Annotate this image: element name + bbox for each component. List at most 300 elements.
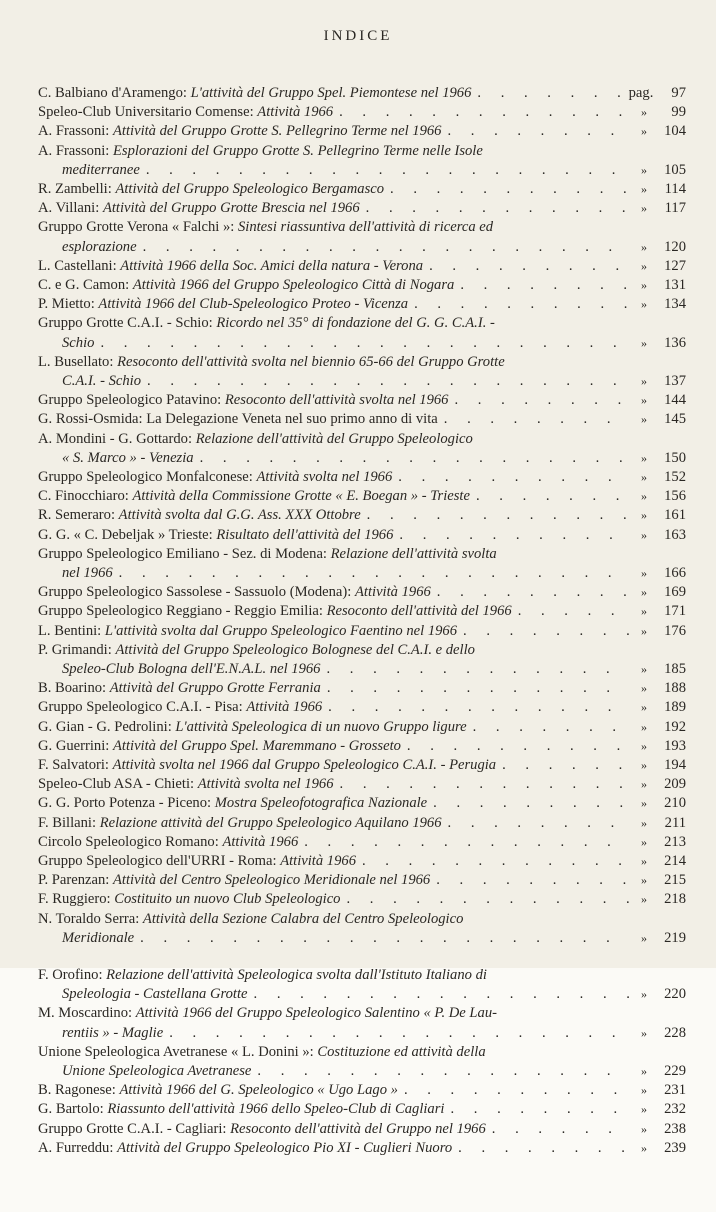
entry-title: Mostra Speleofotografica Nazionale xyxy=(214,795,428,812)
ditto-mark: » xyxy=(641,758,647,772)
entry-title-continued: C.A.I. - Schio xyxy=(62,373,142,389)
dot-leader xyxy=(444,1100,630,1119)
page-number: 144 xyxy=(664,392,686,409)
entry-title-continued: Unione Speleologica Avetranese xyxy=(62,1063,252,1079)
entry-text xyxy=(38,833,298,852)
entry-title-continued: esplorazione xyxy=(62,238,137,255)
entry-author: Gruppo Speleologico C.A.I. - Pisa: xyxy=(38,699,243,716)
ditto-mark: » xyxy=(641,1121,647,1136)
page-number: 218 xyxy=(664,891,686,908)
ditto-mark: » xyxy=(641,796,647,811)
dot-leader xyxy=(471,84,624,103)
page-number: 145 xyxy=(664,411,686,428)
entry-author: A. Mondini - G. Gottardo: xyxy=(38,430,193,447)
page-number: 220 xyxy=(664,986,686,1003)
ditto-mark: » xyxy=(641,470,647,484)
page-number: 192 xyxy=(664,718,686,735)
page-number: 134 xyxy=(664,296,686,313)
entry-text xyxy=(38,1043,486,1062)
ditto-mark: » xyxy=(641,450,647,465)
entry-author: Circolo Speleologico Romano: xyxy=(38,833,219,850)
entry-title: Attività svolta nel 1966 xyxy=(256,469,393,485)
entry-text xyxy=(38,890,340,909)
toc-entry xyxy=(38,487,686,506)
entry-text xyxy=(38,526,393,545)
entry-author: R. Zambelli: xyxy=(38,181,112,197)
entry-text xyxy=(38,103,333,122)
entry-author: A. Furreddu: xyxy=(38,1139,114,1156)
toc-entry xyxy=(38,430,686,468)
ditto-mark: » xyxy=(641,738,647,753)
entry-title: Resoconto dell'attività svolta nel 1966 xyxy=(224,392,449,409)
page-number: 136 xyxy=(664,334,686,351)
toc-entry xyxy=(38,1004,686,1042)
ditto-mark: » xyxy=(641,854,647,868)
entry-author: Gruppo Speleologico Patavino: xyxy=(38,392,222,409)
entry-author: P. Mietto: xyxy=(38,296,95,313)
entry-author: G. G. Porto Potenza - Piceno: xyxy=(38,795,212,812)
toc-entry xyxy=(38,794,686,813)
toc-entry xyxy=(38,218,686,256)
page-number: 161 xyxy=(664,507,686,524)
entry-title-continued: nel 1966 xyxy=(62,565,113,581)
entry-text xyxy=(38,1100,444,1119)
page-number: 215 xyxy=(664,872,686,889)
entry-author: Unione Speleologica Avetranese « L. Donini »: xyxy=(38,1043,314,1060)
toc-entry xyxy=(38,814,686,833)
entry-title-continued: mediterranee xyxy=(62,161,140,178)
entry-author: C. Balbiano d'Aramengo: xyxy=(38,85,187,101)
page-number: 239 xyxy=(664,1139,686,1156)
toc-entry xyxy=(38,910,686,948)
entry-author: G. Rossi-Osmida: La Delegazione Veneta nel suo primo anno di vita xyxy=(38,411,438,428)
dot-leader xyxy=(496,756,630,775)
page-number: 185 xyxy=(664,661,686,677)
entry-text xyxy=(38,1081,398,1100)
entry-author: A. Villani: xyxy=(38,200,100,217)
entry-text xyxy=(38,410,438,429)
entry-title-continued: Schio xyxy=(62,334,95,351)
entry-text xyxy=(38,487,470,506)
entry-author: Speleo-Club Universitario Comense: xyxy=(38,104,254,121)
entry-author: C. Finocchiaro: xyxy=(38,488,129,505)
entry-title: Attività 1966 xyxy=(280,853,356,869)
toc-entry xyxy=(38,622,686,641)
toc-entry xyxy=(38,314,686,352)
toc-entry xyxy=(38,506,686,525)
entry-title: Attività del Gruppo Speleologico Pio XI - Cuglieri Nuoro xyxy=(117,1139,453,1156)
entry-author: G. Bartolo: xyxy=(38,1101,104,1118)
entry-text xyxy=(38,641,475,660)
entry-title: Resoconto dell'attività svolta nel biennio 65-66 del Gruppo Grotte xyxy=(117,353,505,370)
page-number: 114 xyxy=(664,181,686,197)
page-number: 209 xyxy=(664,776,686,793)
toc-entry xyxy=(38,890,686,909)
entry-title: Attività del Gruppo Grotte Ferrania xyxy=(109,680,321,697)
entry-text xyxy=(38,122,441,141)
dot-leader xyxy=(360,199,630,218)
entry-author: F. Orofino: xyxy=(38,967,103,983)
ditto-mark: » xyxy=(641,681,647,696)
entry-text xyxy=(38,218,493,237)
ditto-mark: » xyxy=(641,239,647,254)
dot-leader xyxy=(467,718,630,737)
ditto-mark: » xyxy=(641,412,647,427)
entry-title: Attività svolta nel 1966 xyxy=(197,776,334,793)
entry-author: Gruppo Grotte C.A.I. - Schio: xyxy=(38,315,213,332)
entry-title: Resoconto dell'attività del Gruppo nel 1966 xyxy=(230,1120,486,1137)
ditto-mark: » xyxy=(641,777,647,792)
entry-author: F. Billani: xyxy=(38,814,97,831)
page-number: 156 xyxy=(664,488,686,505)
toc-entry xyxy=(38,410,686,429)
page-number: 163 xyxy=(664,526,686,543)
entry-title-continued: rentiis » - Maglie xyxy=(62,1024,164,1041)
entry-title-continued: « S. Marco » - Venezia xyxy=(62,449,194,466)
entry-title: Esplorazioni del Gruppo Grotte S. Pellegrino Terme nelle Isole xyxy=(113,142,483,159)
toc-entry xyxy=(38,698,686,717)
dot-leader xyxy=(322,698,630,717)
page-number: 194 xyxy=(664,757,686,773)
ditto-mark: » xyxy=(641,374,647,388)
ditto-mark: » xyxy=(641,604,647,619)
toc-entry xyxy=(38,1043,686,1081)
entry-text xyxy=(38,180,384,199)
entry-author: F. Ruggiero: xyxy=(38,891,111,908)
ditto-mark: » xyxy=(641,508,647,523)
page-number: 127 xyxy=(664,257,686,274)
entry-title: L'attività svolta dal Gruppo Speleologico Faentino nel 1966 xyxy=(104,622,458,639)
toc-entry xyxy=(38,276,686,295)
entry-title: Attività del Gruppo Grotte S. Pellegrino Terme nel 1966 xyxy=(113,123,442,140)
entry-text xyxy=(38,391,448,410)
page-number: 238 xyxy=(664,1120,686,1137)
dot-leader xyxy=(361,506,630,525)
dot-leader xyxy=(486,1120,630,1139)
entry-author: L. Bentini: xyxy=(38,622,102,639)
toc-entry xyxy=(38,391,686,410)
toc-entry xyxy=(38,871,686,890)
entry-title: Attività del Gruppo Spel. Maremmano - Grosseto xyxy=(113,737,401,754)
page-number: 219 xyxy=(664,929,686,946)
entry-title: Attività 1966 del Club-Speleologico Proteo - Vicenza xyxy=(98,296,409,313)
page-number: 211 xyxy=(664,814,686,831)
ditto-mark: » xyxy=(641,815,647,830)
entry-author: C. e G. Camon: xyxy=(38,277,130,293)
ditto-mark: » xyxy=(641,662,647,676)
entry-text xyxy=(38,142,483,161)
entry-title: Attività 1966 della Soc. Amici della natura - Verona xyxy=(120,257,424,274)
toc-entry xyxy=(38,353,686,391)
ditto-mark: » xyxy=(641,892,647,907)
page-number: 176 xyxy=(664,622,686,639)
ditto-mark: » xyxy=(641,297,647,312)
entry-text xyxy=(38,737,401,756)
entry-title: Costituzione ed attività della xyxy=(317,1043,486,1060)
page-number: 117 xyxy=(664,200,686,217)
page-number: 232 xyxy=(664,1101,686,1118)
dot-leader xyxy=(438,410,630,429)
page-number: 213 xyxy=(664,833,686,850)
page-number: 193 xyxy=(664,737,686,754)
entry-text xyxy=(38,622,457,641)
page-number: 210 xyxy=(664,795,686,812)
dot-leader xyxy=(384,180,630,199)
dot-leader xyxy=(470,487,630,506)
entry-text xyxy=(38,84,471,103)
entry-title: Attività della Commissione Grotte « E. Boegan » - Trieste xyxy=(132,488,470,505)
dot-leader xyxy=(423,257,630,276)
ditto-mark: » xyxy=(641,1140,647,1155)
ditto-mark: » xyxy=(641,278,647,292)
entry-text xyxy=(38,545,497,564)
dot-leader xyxy=(448,391,630,410)
ditto-mark: » xyxy=(641,930,647,945)
ditto-mark: » xyxy=(641,393,647,408)
entry-author: P. Grimandi: xyxy=(38,641,112,658)
entry-author: Gruppo Grotte C.A.I. - Cagliari: xyxy=(38,1120,227,1137)
dot-leader xyxy=(334,775,630,794)
entry-title: Attività 1966 xyxy=(354,584,431,601)
dot-leader xyxy=(248,985,630,1004)
toc-entry xyxy=(38,1100,686,1119)
entry-text xyxy=(38,430,473,449)
page-number: 166 xyxy=(664,565,686,581)
dot-leader xyxy=(442,814,630,833)
entry-author: Gruppo Speleologico Emiliano - Sez. di Modena: xyxy=(38,545,327,562)
entry-title: Attività del Gruppo Grotte Brescia nel 1966 xyxy=(102,200,360,217)
entry-text xyxy=(38,1139,452,1158)
dot-leader xyxy=(356,852,630,871)
page-number: 214 xyxy=(664,853,686,869)
entry-text xyxy=(38,506,361,525)
ditto-mark: » xyxy=(641,585,647,600)
dot-leader xyxy=(141,372,630,391)
toc-entry xyxy=(38,602,686,621)
entry-text xyxy=(38,698,322,717)
page-number: 171 xyxy=(664,603,686,620)
entry-author: Gruppo Grotte Verona « Falchi »: xyxy=(38,219,235,236)
dot-leader xyxy=(251,1062,630,1081)
entry-text xyxy=(38,794,427,813)
entry-text xyxy=(38,276,454,295)
dot-leader xyxy=(427,794,630,813)
page-number: 169 xyxy=(664,584,686,601)
ditto-mark: » xyxy=(641,201,647,216)
entry-text xyxy=(38,314,495,333)
toc-entry xyxy=(38,545,686,583)
toc-entry xyxy=(38,679,686,698)
dot-leader xyxy=(430,871,630,890)
page-label: pag. xyxy=(628,85,654,101)
page-number: 120 xyxy=(664,238,686,255)
entry-title: Attività 1966 del G. Speleologico « Ugo Lago » xyxy=(119,1082,398,1099)
entry-title: Attività 1966 xyxy=(222,833,299,850)
entry-title-continued: Speleologia - Castellana Grotte xyxy=(62,986,248,1003)
entry-title: Attività del Centro Speleologico Meridionale nel 1966 xyxy=(113,872,431,889)
toc-entry xyxy=(38,583,686,602)
entry-title: Relazione dell'attività del Gruppo Speleologico xyxy=(195,430,473,447)
entry-text xyxy=(38,966,487,985)
page-number: 231 xyxy=(664,1082,686,1099)
entry-author: P. Parenzan: xyxy=(38,872,110,889)
entry-text xyxy=(38,679,321,698)
page-number: 189 xyxy=(664,699,686,716)
page-number: 137 xyxy=(664,373,686,389)
entry-title: Attività 1966 xyxy=(257,104,334,121)
dot-leader xyxy=(134,929,630,948)
entry-author: Speleo-Club ASA - Chieti: xyxy=(38,776,195,793)
dot-leader xyxy=(401,737,630,756)
entry-title: Attività svolta nel 1966 dal Gruppo Speleologico C.A.I. - Perugia xyxy=(112,757,497,773)
toc-entry xyxy=(38,775,686,794)
entry-title: Attività 1966 del Gruppo Speleologico Salentino « P. De Lau- xyxy=(135,1005,497,1022)
entry-text xyxy=(38,1004,497,1023)
toc-entry xyxy=(38,526,686,545)
page-number: 131 xyxy=(664,277,686,293)
entry-author: F. Salvatori: xyxy=(38,757,109,773)
page-number: 105 xyxy=(664,161,686,178)
dot-leader xyxy=(457,622,630,641)
entry-title: Riassunto dell'attività 1966 dello Speleo-Club di Cagliari xyxy=(107,1101,445,1118)
entry-text xyxy=(38,353,505,372)
entry-author: B. Boarino: xyxy=(38,680,107,697)
entry-author: A. Frassoni: xyxy=(38,142,110,159)
entry-text xyxy=(38,468,392,487)
entry-title: Sintesi riassuntiva dell'attività di ricerca ed xyxy=(237,219,494,236)
page-number: 229 xyxy=(664,1063,686,1079)
entry-title: Resoconto dell'attività del 1966 xyxy=(326,603,512,620)
dot-leader xyxy=(340,890,630,909)
entry-title: Ricordo nel 35° di fondazione del G. G. C.A.I. - xyxy=(216,315,495,332)
entry-title: L'attività del Gruppo Spel. Piemontese nel 1966 xyxy=(190,85,472,101)
dot-leader xyxy=(393,526,630,545)
entry-text xyxy=(38,756,496,775)
ditto-mark: » xyxy=(641,124,647,139)
dot-leader xyxy=(140,161,630,180)
dot-leader xyxy=(113,564,630,583)
ditto-mark: » xyxy=(641,527,647,542)
page-title: INDICE xyxy=(323,28,393,44)
entry-author: Gruppo Speleologico Sassolese - Sassuolo (Modena): xyxy=(38,584,352,601)
entry-text xyxy=(38,602,512,621)
ditto-mark: » xyxy=(641,719,647,734)
ditto-mark: » xyxy=(641,987,647,1002)
page-number: 97 xyxy=(671,85,686,101)
toc-entry xyxy=(38,180,686,199)
entry-title: L'attività Speleologica di un nuovo Gruppo ligure xyxy=(175,718,467,735)
entry-text xyxy=(38,852,356,871)
entry-author: G. Guerrini: xyxy=(38,737,110,754)
ditto-mark: » xyxy=(641,1083,647,1098)
page-number: 228 xyxy=(664,1024,686,1041)
entry-title: Relazione dell'attività svolta xyxy=(330,545,497,562)
entry-text xyxy=(38,910,463,929)
dot-leader xyxy=(454,276,630,295)
entry-title: Attività 1966 xyxy=(246,699,323,716)
dot-leader xyxy=(398,1081,630,1100)
entry-author: N. Toraldo Serra: xyxy=(38,910,140,927)
entry-title: Attività 1966 del Gruppo Speleologico Città di Nogara xyxy=(132,277,455,293)
entry-text xyxy=(38,814,442,833)
dot-leader xyxy=(321,679,630,698)
entry-title: Attività del Gruppo Speleologico Bergamasco xyxy=(115,181,385,197)
dot-leader xyxy=(163,1024,630,1043)
entry-title: Costituito un nuovo Club Speleologico xyxy=(114,891,341,908)
entry-title: Risultato dell'attività del 1966 xyxy=(216,526,394,543)
ditto-mark: » xyxy=(641,182,647,196)
page-number: 104 xyxy=(664,123,686,140)
toc-entry xyxy=(38,468,686,487)
entry-text xyxy=(38,718,467,737)
dot-leader xyxy=(194,449,630,468)
entry-text xyxy=(38,871,430,890)
ditto-mark: » xyxy=(641,335,647,350)
dot-leader xyxy=(94,334,630,353)
dot-leader xyxy=(441,122,630,141)
ditto-mark: » xyxy=(641,566,647,580)
toc-entry xyxy=(38,1081,686,1100)
entry-author: R. Semeraro: xyxy=(38,507,116,524)
toc-entry xyxy=(38,756,686,775)
entry-title-continued: Speleo-Club Bologna dell'E.N.A.L. nel 1966 xyxy=(62,661,321,677)
entry-author: G. Gian - G. Pedrolini: xyxy=(38,718,172,735)
entry-title-continued: Meridionale xyxy=(62,929,135,946)
entry-author: M. Moscardino: xyxy=(38,1005,133,1022)
entry-text xyxy=(38,199,360,218)
toc-entry xyxy=(38,142,686,180)
toc-entry xyxy=(38,1139,686,1158)
entry-text xyxy=(38,775,334,794)
toc-entry xyxy=(38,833,686,852)
entry-author: A. Frassoni: xyxy=(38,123,110,140)
page-number: 150 xyxy=(664,449,686,466)
dot-leader xyxy=(512,602,630,621)
entry-text xyxy=(38,1120,486,1139)
entry-title: Attività svolta dal G.G. Ass. XXX Ottobre xyxy=(118,507,361,524)
ditto-mark: » xyxy=(641,1025,647,1040)
ditto-mark: » xyxy=(641,834,647,849)
dot-leader xyxy=(333,103,630,122)
dot-leader xyxy=(408,295,630,314)
entry-author: Gruppo Speleologico Reggiano - Reggio Emilia: xyxy=(38,603,323,620)
toc-entry xyxy=(38,966,686,1004)
toc-entry xyxy=(38,1120,686,1139)
toc-entry xyxy=(38,122,686,141)
dot-leader xyxy=(137,238,630,257)
toc-entry xyxy=(38,852,686,871)
toc-entry xyxy=(38,737,686,756)
page-number: 188 xyxy=(664,680,686,697)
ditto-mark: » xyxy=(641,258,647,273)
ditto-mark: » xyxy=(641,105,647,120)
ditto-mark: » xyxy=(641,162,647,177)
ditto-mark: » xyxy=(641,873,647,888)
entry-title: Relazione dell'attività Speleologica svolta dall'Istituto Italiano di xyxy=(106,967,487,983)
toc-entry xyxy=(38,641,686,679)
toc-entry xyxy=(38,257,686,276)
entry-title: Attività del Gruppo Speleologico Bolognese del C.A.I. e dello xyxy=(115,641,475,658)
dot-leader xyxy=(431,583,630,602)
ditto-mark: » xyxy=(641,1102,647,1117)
toc-entry xyxy=(38,295,686,314)
page-number: 152 xyxy=(664,469,686,485)
page-number: 99 xyxy=(671,104,686,121)
dot-leader xyxy=(452,1139,630,1158)
entry-author: Gruppo Speleologico Monfalconese: xyxy=(38,469,253,485)
entry-author: B. Ragonese: xyxy=(38,1082,116,1099)
dot-leader xyxy=(392,468,630,487)
